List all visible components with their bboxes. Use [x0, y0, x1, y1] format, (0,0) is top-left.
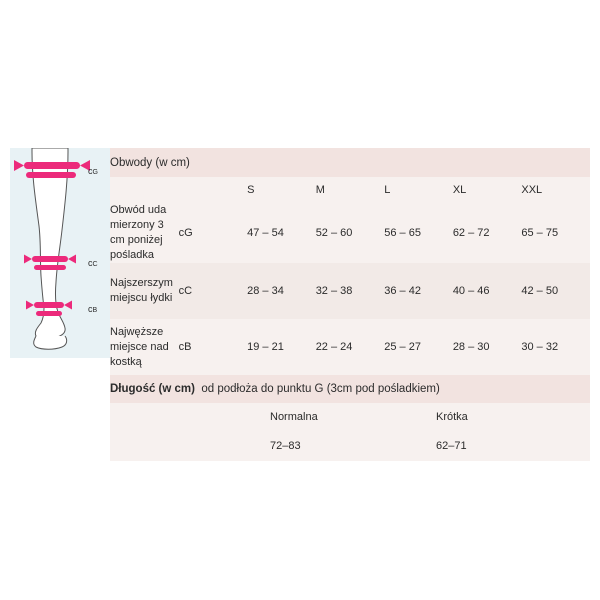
row-g-value-l: 56 – 65: [384, 203, 453, 263]
row-b-value-xl: 28 – 30: [453, 319, 522, 375]
circumference-title-row: [110, 148, 590, 177]
row-c-value-xxl: 42 – 50: [521, 263, 590, 319]
size-header-row: [110, 177, 590, 203]
row-description-b: Najwęższe miejsce nad kostką: [110, 319, 179, 375]
length-header-krotka: Krótka: [430, 403, 590, 431]
row-code-c: cC: [179, 263, 248, 319]
row-c-value-s: 28 – 34: [247, 263, 316, 319]
length-title-rest: od podłoża do punktu G (3cm pod pośladkiem): [201, 383, 440, 395]
leg-illustration-panel: [10, 148, 110, 358]
row-g-value-s: 47 – 54: [247, 203, 316, 263]
row-description-c: Najszerszym miejscu łydki: [110, 263, 179, 319]
header-spacer-description: [110, 177, 179, 203]
header-size-m: M: [316, 177, 385, 203]
header-spacer-code: [179, 177, 248, 203]
row-description-g: Obwód uda mierzony 3 cm poniżej pośladka: [110, 203, 179, 263]
row-c-value-l: 36 – 42: [384, 263, 453, 319]
row-b-value-s: 19 – 21: [247, 319, 316, 375]
row-b-value-m: 22 – 24: [316, 319, 385, 375]
length-header-row: [110, 403, 590, 431]
row-code-b: cB: [179, 319, 248, 375]
circumference-table: [110, 148, 590, 375]
length-header-normalna: Normalna: [270, 403, 430, 431]
table-row: [110, 263, 590, 319]
table-row: [110, 203, 590, 263]
row-code-g: cG: [179, 203, 248, 263]
length-table: [110, 375, 590, 461]
row-g-value-m: 52 – 60: [316, 203, 385, 263]
length-header-spacer: [110, 403, 270, 431]
length-title-row: [110, 375, 590, 403]
row-b-value-l: 25 – 27: [384, 319, 453, 375]
length-title-bold: Długość (w cm): [110, 383, 195, 395]
row-b-value-xxl: 30 – 32: [521, 319, 590, 375]
leg-label-g: cG: [88, 166, 98, 176]
row-g-value-xxl: 65 – 75: [521, 203, 590, 263]
header-size-xl: XL: [453, 177, 522, 203]
header-size-l: L: [384, 177, 453, 203]
leg-label-c: cC: [88, 258, 98, 268]
table-row: [110, 319, 590, 375]
length-value-spacer: [110, 431, 270, 461]
row-g-value-xl: 62 – 72: [453, 203, 522, 263]
length-title: [110, 375, 590, 403]
leg-diagram-icon: [10, 148, 110, 358]
header-size-xxl: XXL: [521, 177, 590, 203]
leg-label-b: cB: [88, 304, 98, 314]
row-c-value-m: 32 – 38: [316, 263, 385, 319]
length-data-row: [110, 431, 590, 461]
measure-band-g: [14, 160, 90, 178]
length-value-krotka: 62–71: [430, 431, 590, 461]
circumference-title: Obwody (w cm): [110, 148, 590, 177]
row-c-value-xl: 40 – 46: [453, 263, 522, 319]
size-tables: [110, 148, 590, 461]
header-size-s: S: [247, 177, 316, 203]
length-value-normalna: 72–83: [270, 431, 430, 461]
